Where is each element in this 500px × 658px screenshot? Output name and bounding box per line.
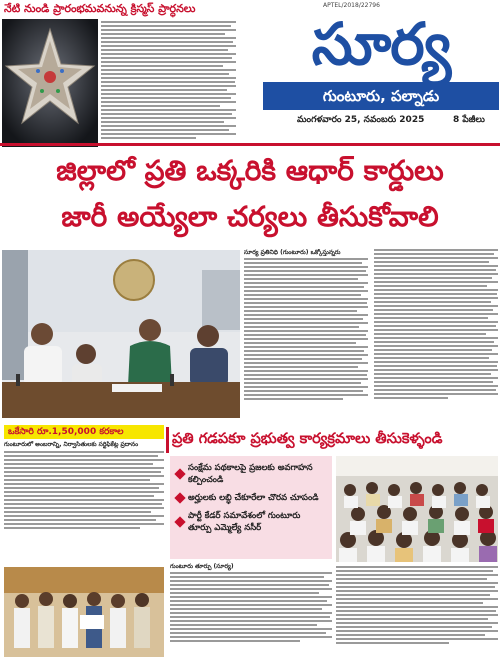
highlight-item-3-text: పార్టీ కేడర్ సమావేశంలో గుంటూరు తూర్పు ఎమ్మెల్యే నసీర్ bbox=[188, 511, 301, 533]
side-story-text bbox=[4, 451, 164, 529]
bottom-byline: గుంటూరు తూర్పు (సూర్య) bbox=[170, 563, 234, 570]
ceremony-photo bbox=[4, 567, 164, 657]
bottom-headline: ప్రతి గడపకూ ప్రభుత్వ కార్యక్రమాలు తీసుకెళ్ళండి bbox=[172, 431, 443, 447]
lead-headline bbox=[0, 148, 500, 244]
bullet-icon bbox=[174, 468, 185, 479]
teaser-story-text bbox=[101, 21, 236, 139]
bullet-icon bbox=[174, 516, 185, 527]
bottom-headline-rule-left bbox=[166, 427, 169, 453]
lead-headline-line2: జారీ అయ్యేలా చర్యలు తీసుకోవాలి bbox=[61, 200, 439, 233]
christmas-star-photo bbox=[2, 19, 98, 147]
edition-name: గుంటూరు, పల్నాడు bbox=[322, 87, 440, 105]
bottom-story-column-1 bbox=[170, 572, 332, 642]
meeting-photo bbox=[2, 250, 240, 418]
highlight-item-2 bbox=[176, 492, 326, 504]
teaser-headline bbox=[4, 2, 239, 18]
bullet-icon bbox=[174, 492, 185, 503]
side-story-headline: ఒకేసారి రూ.1,50,000 కరకాల bbox=[8, 427, 124, 437]
highlight-item-2-text: అర్హులకు లబ్ధి చేకూరేలా చొరవ చూపండి bbox=[188, 493, 319, 503]
side-story-headline-band bbox=[4, 425, 164, 439]
page-count: 8 పేజీలు bbox=[453, 115, 485, 125]
lead-rule-top bbox=[0, 143, 500, 146]
lead-story-column-1 bbox=[244, 258, 368, 400]
masthead bbox=[241, 0, 500, 132]
highlight-item-1 bbox=[176, 462, 326, 486]
teaser-headline-text: నేటి నుండి ప్రారంభమవనున్న క్రిస్మస్ ప్రార్ధనలు bbox=[4, 2, 196, 15]
highlights-box bbox=[170, 456, 332, 559]
highlight-item-1-text: సంక్షేమ పథకాలపై ప్రజలకు అవగాహన కల్పించండి bbox=[188, 463, 313, 485]
edition-band bbox=[263, 82, 499, 110]
registration-number: APTEL/2018/22796 bbox=[323, 2, 380, 9]
dateline: మంగళవారం 25, నవంబరు 2025 bbox=[297, 115, 425, 125]
lead-headline-line1: జిల్లాలో ప్రతి ఒక్కరికి ఆధార్ కార్డులు bbox=[56, 154, 444, 187]
highlight-item-3 bbox=[176, 510, 326, 534]
brand-logo: సూర్య bbox=[311, 10, 451, 78]
lead-story-column-2 bbox=[374, 249, 498, 399]
lead-byline: సూర్య ప్రతినిధి (గుంటూరు) ఒక్కోస్తున్నరు bbox=[244, 249, 341, 256]
side-story-subhead: గుంటూరులో అంబరాన్ని, నిర్వాసితులకు సర్టిఫికేట్ల ప్రదానం bbox=[4, 441, 139, 448]
bottom-story-column-2 bbox=[336, 566, 498, 644]
audience-photo bbox=[336, 456, 498, 562]
